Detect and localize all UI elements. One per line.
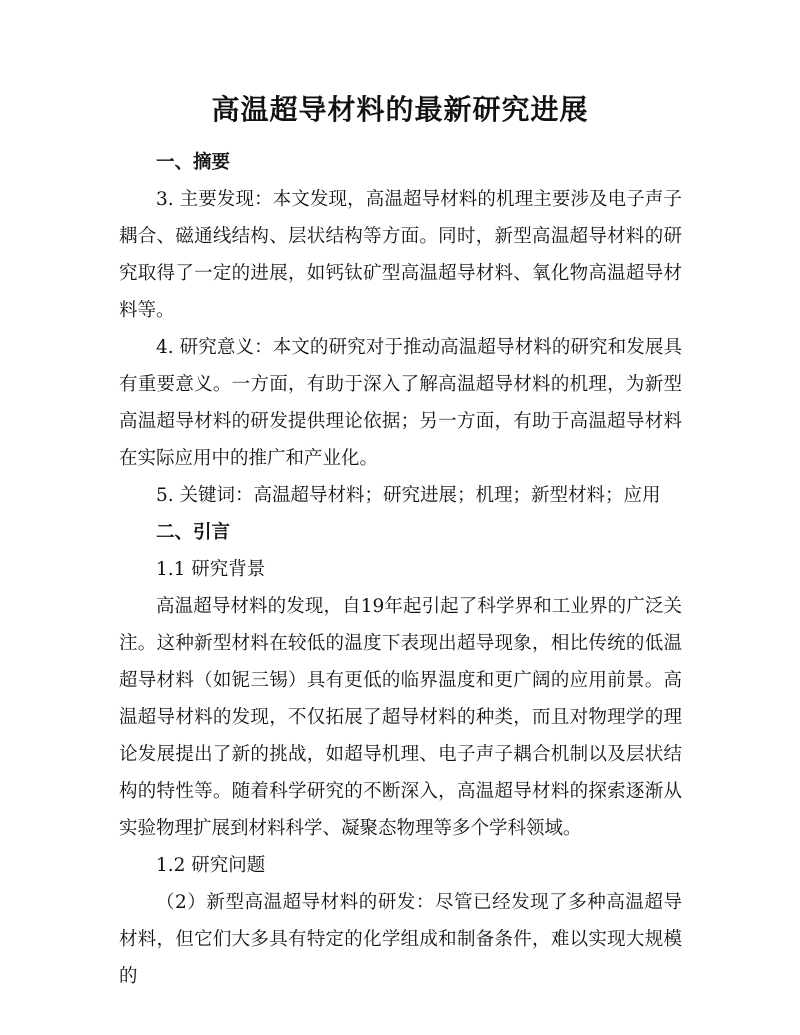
subsection-heading-questions: 1.2 研究问题 <box>156 855 266 876</box>
paragraph-main-findings: 3. 主要发现：本文发现，高温超导材料的机理主要涉及电子声子耦合、磁通线结构、层状结构等方面。同时，新型高温超导材料的研究取得了一定的进展，如钙钛矿型高温超导材料、氧化物高温超导材料等。 <box>119 189 682 321</box>
paragraph-research-question: （2）新型高温超导材料的研发：尽管已经发现了多种高温超导材料，但它们大多具有特定的化学组成和制备条件，难以实现大规模的 <box>119 892 682 987</box>
subsection-heading-background: 1.1 研究背景 <box>156 559 266 580</box>
document-title: 高温超导材料的最新研究进展 <box>211 93 589 126</box>
paragraph-significance: 4. 研究意义：本文的研究对于推动高温超导材料的研究和发展具有重要意义。一方面，有助于深入了解高温超导材料的机理，为新型高温超导材料的研发提供理论依据；另一方面，有助于高温超导材料在实际应用中的推广和产业化。 <box>119 337 682 469</box>
section-heading-introduction: 二、引言 <box>156 522 231 543</box>
paragraph-background: 高温超导材料的发现，自19年起引起了科学界和工业界的广泛关注。这种新型材料在较低的温度下表现出超导现象，相比传统的低温超导材料（如铌三锡）具有更低的临界温度和更广阔的应用前景。高温超导材料的发现，不仅拓展了超导材料的种类，而且对物理学的理论发展提出了新的挑战，如超导机理、电子声子耦合机制以及层状结构的特性等。随着科学研究的不断深入，高温超导材料的探索逐渐从实验物理扩展到材料科学、凝聚态物理等多个学科领域。 <box>119 596 682 839</box>
document-body <box>119 144 682 995</box>
paragraph-keywords: 5. 关键词：高温超导材料；研究进展；机理；新型材料；应用 <box>156 485 661 506</box>
section-heading-abstract: 一、摘要 <box>156 152 231 173</box>
